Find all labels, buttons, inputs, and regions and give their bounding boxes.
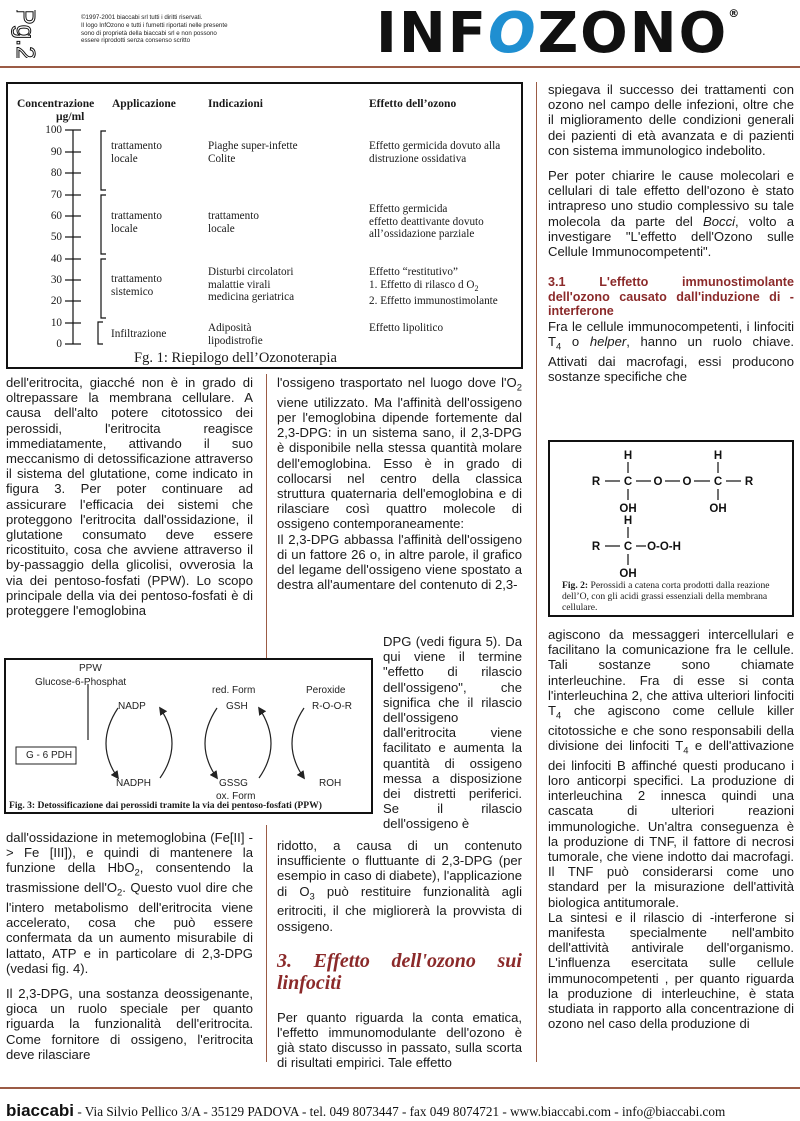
arc-gsh xyxy=(205,708,217,778)
atom-r: R xyxy=(591,541,601,553)
table-row-indications xyxy=(208,140,298,165)
cell-text: Effetto lipolitico xyxy=(369,322,444,334)
arc-gssg xyxy=(259,708,271,778)
group-ooh: O-O-H xyxy=(647,541,681,553)
subsection-heading: 3.1 L'effetto immunostimolante dell'ozono causato dall'induzione di -interferone xyxy=(548,275,794,319)
figure-1-table xyxy=(6,82,523,369)
cell-text: locale xyxy=(208,222,235,235)
peroxide-label: Peroxide xyxy=(306,685,346,696)
copyright-line: ©1997-2001 biaccabi srl tutti i diritti riservati. xyxy=(81,14,203,21)
figure-1-caption: Fg. 1: Riepilogo dell’Ozonoterapia xyxy=(134,350,337,366)
arc-nadp xyxy=(106,708,118,778)
cell-text: lipodistrofie xyxy=(208,334,263,347)
paragraph: Il 2,3-DPG abbassa l'affinità dell'ossigeno di un fattore 26 o, in altre parole, il grafico del legame dell'ossigeno viene spostato a destra all'aumentare del contenuto di 2,3- xyxy=(277,531,522,593)
group-oh: OH xyxy=(619,503,637,515)
atom-h: H xyxy=(623,515,633,527)
arc-peroxide xyxy=(292,708,304,778)
copyright-line: essere riprodotti senza consenso scritto xyxy=(81,37,191,45)
body-text-right-b xyxy=(548,627,794,1032)
text-run: , volto a investigare "L'effetto dell'Ozono sulle Cellule Immunocompetenti". xyxy=(548,213,794,260)
cell-text: Disturbi circolatori xyxy=(208,266,294,278)
text-run: ridotto, a causa di un contenuto insufficiente o fluttuante di 2,3-DPG (per esempio in caso di diabete), l'applicazione di O xyxy=(277,838,522,899)
ox-form-label: ox. Form xyxy=(216,791,256,802)
tick-label: 50 xyxy=(50,231,62,243)
nadph-label: NADPH xyxy=(116,778,152,789)
atom-c: C xyxy=(713,476,723,488)
text-run: agiscono da messaggeri intercellulari e facilitano la comunicazione fra le cellule. Tali sostanze sono chiamate interleuchine. Fra di esse si conta l'interleuchina 2, che attiva ulteriori linfociti T xyxy=(548,627,794,719)
tick-label: 60 xyxy=(50,210,62,222)
cell-text: Effetto germicida dovuto alla xyxy=(369,140,501,152)
cell-text: distruzione ossidativa xyxy=(369,152,467,165)
subscript: 3 xyxy=(309,890,315,902)
paragraph xyxy=(548,319,794,384)
caption-text: Perossidi a catena corta prodotti dalla reazione dell’O, con gli acidi grassi essenziali della membrana cellulare. xyxy=(562,580,770,613)
table-row-effect xyxy=(369,266,498,308)
group-oh: OH xyxy=(709,503,727,515)
cell-text: medicina geriatrica xyxy=(208,291,295,304)
gssg-label: GSSG xyxy=(219,778,248,789)
logo-text-inf: INF xyxy=(376,1,488,66)
body-text-left-b xyxy=(6,830,253,1062)
footer-contact: - Via Silvio Pellico 3/A - 35129 PADOVA - tel. 049 8073447 - fax 049 8074721 - www.biaccabi.com - info@biaccabi.com xyxy=(74,1104,726,1119)
cell-text: trattamento xyxy=(111,210,162,222)
figure-2-caption xyxy=(562,580,784,613)
cell-text: Piaghe super-infette xyxy=(208,140,298,152)
subscript: 2 xyxy=(474,283,479,293)
logo-o: O xyxy=(487,1,538,66)
atom-c: C xyxy=(623,476,633,488)
subscript: 2 xyxy=(516,381,522,393)
atom-o: O xyxy=(653,476,663,488)
tick-label: 10 xyxy=(50,317,62,329)
tick-label: 20 xyxy=(50,295,62,307)
paragraph: spiegava il successo dei trattamenti con ozono nel campo delle infezioni, oltre che il miglioramento delle condizioni generali dei pazienti di età avanzata e di pazienti con sistema immunologico indebolito. xyxy=(548,82,794,158)
subscript: 4 xyxy=(683,744,689,756)
body-text-mid-a xyxy=(277,375,522,592)
cell-text: trattamento xyxy=(208,210,259,222)
logo-registered: ® xyxy=(728,7,742,20)
table-row-effect xyxy=(369,322,443,335)
table-row-application xyxy=(111,210,162,235)
table-row-indications xyxy=(208,322,263,347)
atom-h: H xyxy=(713,450,723,462)
text-run: . Questo vuol dire che l'intero metabolismo dell'eritrocita viene accelerato, cosa che può essere confermata da un aumento misurabile di lattato, ATP e in particolare di 2,3-DPG (vedasi fig. 4). xyxy=(6,880,254,976)
table-row-application xyxy=(111,328,166,341)
cell-text: locale xyxy=(111,152,138,165)
table-row-application xyxy=(111,140,162,165)
cell-text: Colite xyxy=(208,152,236,165)
cell-text: locale xyxy=(111,222,138,235)
col-header-effect: Effetto dell’ozono xyxy=(369,98,457,110)
paragraph xyxy=(277,838,522,934)
subscript: 4 xyxy=(556,709,562,721)
cell-text: trattamento xyxy=(111,140,162,152)
nadp-label: NADP xyxy=(118,701,146,712)
table-row-effect xyxy=(369,140,500,165)
footer-address xyxy=(6,1101,800,1121)
subscript: 2 xyxy=(117,886,123,898)
atom-o: O xyxy=(682,476,692,488)
cell-text: all’ossidazione parziale xyxy=(369,228,475,241)
atom-r: R xyxy=(744,476,754,488)
cell-text: Effetto germicida xyxy=(369,203,448,215)
paragraph xyxy=(548,627,794,910)
body-text-left-a xyxy=(6,375,253,652)
tick-label: 80 xyxy=(50,167,62,179)
text-run: l'ossigeno trasportato nel luogo dove l'O xyxy=(277,375,517,390)
atom-c: C xyxy=(623,541,633,553)
cell-text: 2. Effetto immunostimolante xyxy=(369,295,498,308)
glucose-label: Glucose-6-Phosphat xyxy=(35,677,127,688)
table-row-effect xyxy=(369,203,484,241)
text-run: , consentendo la trasmissione dell'O xyxy=(6,860,253,896)
cell-text: trattamento xyxy=(111,273,162,285)
text-run: viene utilizzato. Ma l'affinità dell'ossigeno per l'emoglobina dipende fortemente dal 2,3-DPG: in un sistema sano, il 2,3-DPG è disponibile nella stessa quantità molare dell'emoglobina. Esso è in grado di collocarsi nel centro della classica struttura quaternaria dell'emoglobina e di rilasciare così quattro molecole di ossigeno contemporaneamente: xyxy=(277,394,522,532)
text-run: Per poter chiarire le cause molecolari e cellulari di tale effetto dell'ozono è stato intrapreso uno studio complessivo su tale molecola da parte del xyxy=(548,168,794,229)
body-text-mid-wrap xyxy=(383,634,522,832)
page-tag xyxy=(6,10,42,58)
column-divider xyxy=(536,82,537,1062)
table-row-application xyxy=(111,273,162,298)
col-header-unit: µg/ml xyxy=(56,111,85,123)
arc-nadph xyxy=(160,708,172,778)
page-tag-text: Pg.2 xyxy=(11,10,42,58)
figure-3-diagram xyxy=(4,658,373,814)
body-text-right-a xyxy=(548,82,794,384)
g6pdh-label: G - 6 PDH xyxy=(26,750,73,761)
footer-rule xyxy=(0,1087,800,1089)
col-header-application: Applicazione xyxy=(112,98,176,110)
tick-label: 90 xyxy=(50,146,62,158)
table-row-indications xyxy=(208,210,259,235)
column-divider xyxy=(266,374,267,666)
cell-text: 1. Effetto di rilasco d O xyxy=(369,278,475,291)
header-rule xyxy=(0,66,800,68)
rooor-label: R-O-O-R xyxy=(312,701,352,712)
paragraph: DPG (vedi figura 5). Da qui viene il termine "effetto di rilascio dell'ossigeno", che significa che il rilascio dell'ossigeno dall'eritrocita viene facilitato e aumenta la quantità di ossigeno messa a disposizione dei distretti periferici. Se il rilascio dell'ossigeno è xyxy=(383,634,522,832)
text-run: che agiscono come cellule killer citotossiche e che sono responsabili della divisione dei linfociti T xyxy=(548,703,794,754)
paragraph: La sintesi e il rilascio di -interferone si manifesta specialmente nell'ambito dell'attività antivirale dell'organismo. L'influenza esercitata sulle cellule immunocompetenti , per quanto riguarda la produzione di interleuchine, è stata studiata in rapporto alla concentrazione di ozono nel caso della produzione di xyxy=(548,909,794,1032)
tick-label: 0 xyxy=(56,338,62,350)
text-run-italic: Bocci xyxy=(703,213,736,229)
footer-brand: biaccabi xyxy=(6,1101,75,1120)
text-run: , hanno un ruolo chiave. Attivati dai macrofagi, essi producono sostanze specifiche che xyxy=(548,334,794,385)
caption-label: Fig. 2: xyxy=(562,580,589,591)
cell-text: malattie virali xyxy=(208,278,271,291)
cell-text: Infiltrazione xyxy=(111,328,167,340)
paragraph: Il 2,3-DPG, una sostanza deossigenante, gioca un ruolo speciale per quanto riguarda la funzionalità dell'eritrocita. Come fornitore di ossigeno, l'eritrocita deve rilasciare xyxy=(6,986,253,1062)
text-run: Fra le cellule immunocompetenti, i linfociti T xyxy=(548,319,794,350)
tick-label: 100 xyxy=(45,124,62,136)
paragraph: dell'eritrocita, giacché non è in grado di oltrepassare la membrana cellulare. A causa dell'alto potere citotossico dei perossidi, l'eritrocita reagisce immediatamente, attivando il suo meccanismo di detossificazione attraverso il sistema del glutatione, come indicato in figura 3. Per poter continuare ad assicurare l'efficacia dei sistemi che proteggono l'eritrocita dall'ossidazione, il glutatione consumato deve essere ricostituito, cosa che avviene attraverso il by-passaggio della glicolisi, ovverosia la via dei pentoso-fosfati (PPW). Lo scopo principale della via dei pentoso-fosfati è di proteggere l'emoglobina xyxy=(6,375,253,619)
cell-text: sistemico xyxy=(111,285,154,298)
paragraph xyxy=(548,168,794,259)
tick-label: 30 xyxy=(50,274,62,286)
cell-text: Effetto “restitutivo” xyxy=(369,266,458,278)
gsh-label: GSH xyxy=(226,701,248,712)
text-run: e dell'attivazione dei linfociti B affinché questi producano i loro anticorpi specifici. La produzione di interleuchina 2 innesca quindi una cascata di ulteriori reazioni immunologiche. Un'altra conseguenza è la produzione di TNF, il fattore di necrosi tumorale, che viene indotto dai macrofagi. Il TNF può considerarsi come uno standard per la misurazione dell'attività biologica antitumorale. xyxy=(548,738,795,910)
roh-label: ROH xyxy=(319,778,342,789)
tick-label: 70 xyxy=(50,189,62,201)
ppw-label: PPW xyxy=(79,663,102,674)
cell-text: Adiposità xyxy=(208,322,252,334)
paragraph: Per quanto riguarda la conta ematica, l'effetto immunomodulante dell'ozono è già stato discusso in passato, sulla scorta di risultati empirici. Tale effetto xyxy=(277,1009,522,1071)
text-run: o xyxy=(561,334,590,350)
atom-h: H xyxy=(623,450,633,462)
copyright-notice xyxy=(81,14,281,45)
copyright-line: Il logo InfOzono e tutti i fumetti riportati nelle presente xyxy=(81,21,228,29)
atom-r: R xyxy=(591,476,601,488)
copyright-line: sono di proprietà della biaccabi srl e non possono xyxy=(81,29,217,37)
col-header-concentration: Concentrazione xyxy=(17,98,95,110)
subscript: 4 xyxy=(556,340,562,352)
figure-2-structures xyxy=(548,440,794,617)
paragraph xyxy=(277,375,522,532)
table-row-indications xyxy=(208,266,294,304)
logo-text-zono: ZONO xyxy=(537,1,729,66)
text-run: può restituire funzionalità agli eritrociti, il che migliorerà la provvista di ossigeno. xyxy=(277,883,522,934)
col-header-indications: Indicazioni xyxy=(208,98,263,110)
section-heading: 3. Effetto dell'ozono sui linfociti xyxy=(277,949,522,994)
group-oh: OH xyxy=(619,568,637,580)
cell-text: effetto deattivante dovuto xyxy=(369,215,484,228)
infozono-logo xyxy=(376,1,776,66)
text-run: dall'ossidazione in metemoglobina (Fe[II] -> Fe [III]), e quindi di mantenere la funzione della HbO xyxy=(6,830,253,876)
paragraph xyxy=(6,830,253,976)
red-form-label: red. Form xyxy=(212,685,256,696)
subscript: 2 xyxy=(134,867,140,879)
text-run-italic: helper xyxy=(589,334,627,350)
column-divider xyxy=(266,825,267,1062)
figure-3-caption: Fig. 3: Detossificazione dai perossidi tramite la via dei pentoso-fosfati (PPW) xyxy=(9,800,322,811)
body-text-mid-b xyxy=(277,838,522,1071)
tick-label: 40 xyxy=(50,253,62,265)
